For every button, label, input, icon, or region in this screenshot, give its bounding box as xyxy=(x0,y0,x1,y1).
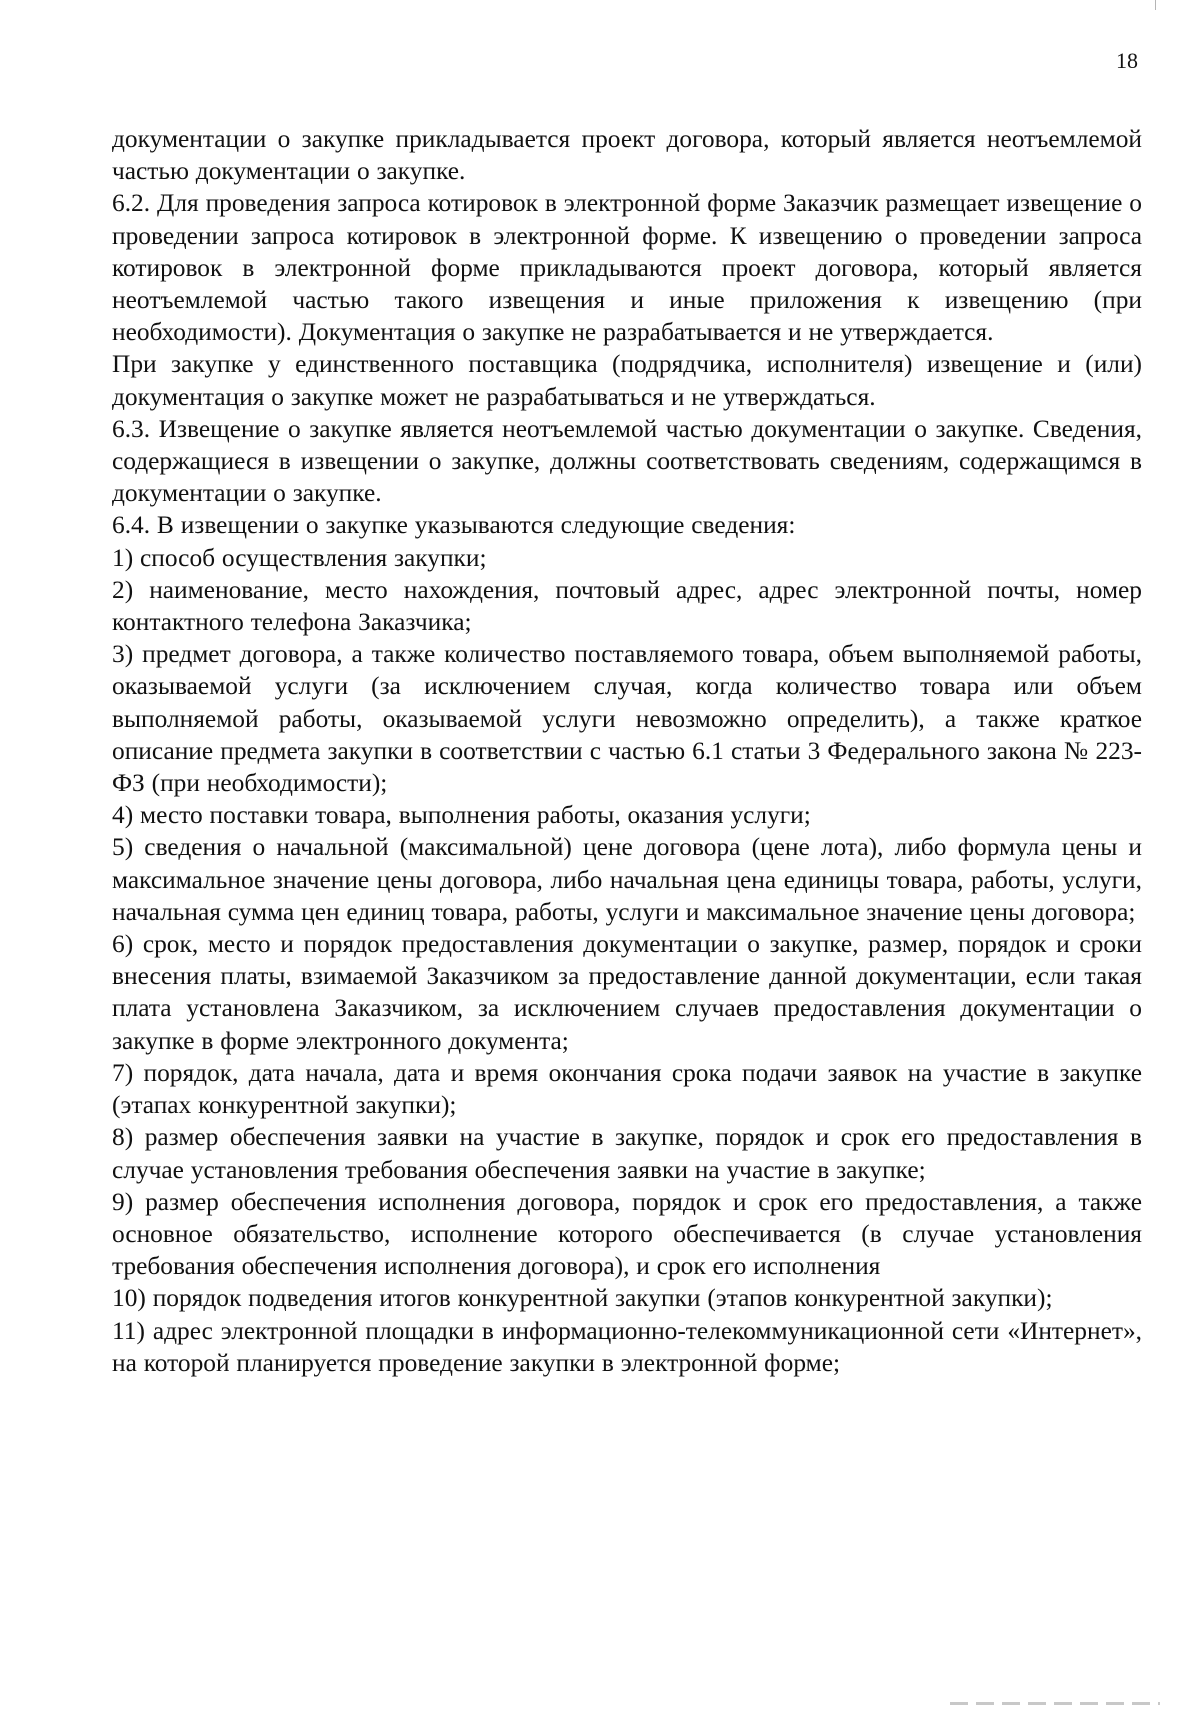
page-number: 18 xyxy=(1116,48,1138,73)
scan-edge-mark xyxy=(1155,0,1156,10)
list-item-6: 6) срок, место и порядок предоставления документации о закупке, размер, порядок и сроки внесения платы, взимаемой Заказчиком за предоставление данной документации, если такая плата установлена Заказчиком, за исключением случаев предоставления документации о закупке в форме электронного документа; xyxy=(112,930,1142,1055)
list-item-1: 1) способ осуществления закупки; xyxy=(112,543,487,572)
paragraph-6-4: 6.4. В извещении о закупке указываются следующие сведения: xyxy=(112,511,796,540)
paragraph-6-3: 6.3. Извещение о закупке является неотъемлемой частью документации о закупке. Сведения, содержащиеся в извещении о закупке, должны соответствовать сведениям, содержащимся в документации о закупке. xyxy=(112,414,1142,508)
list-item-2: 2) наименование, место нахождения, почтовый адрес, адрес электронной почты, номер контактного телефона Заказчика; xyxy=(112,575,1142,637)
list-item-10: 10) порядок подведения итогов конкурентной закупки (этапов конкурентной закупки); xyxy=(112,1284,1053,1313)
paragraph-continuation: документации о закупке прикладывается проект договора, который является неотъемлемой частью документации о закупке. xyxy=(112,125,1142,186)
paragraph-single-supplier: При закупке у единственного поставщика (подрядчика, исполнителя) извещение и (или) документация о закупке может не разрабатываться и не утверждаться. xyxy=(112,350,1142,411)
list-item-3: 3) предмет договора, а также количество поставляемого товара, объем выполняемой работы, оказываемой услуги (за исключением случая, когда количество товара или объем выполняемой работы, оказываемой услуги невозможно определить), а также краткое описание предмета закупки в соответствии с частью 6.1 статьи 3 Федерального закона № 223-ФЗ (при необходимости); xyxy=(112,640,1142,798)
list-item-11: 11) адрес электронной площадки в информационно-телекоммуникационной сети «Интернет», на которой планируется проведение закупки в электронной форме; xyxy=(112,1316,1142,1377)
paragraph-6-2: 6.2. Для проведения запроса котировок в электронной форме Заказчик размещает извещение о проведении запроса котировок в электронной форме. К извещению о проведении запроса котировок в электронной форме прикладываются проект договора, который является неотъемлемой частью такого извещения и иные приложения к извещению (при необходимости). Документация о закупке не разрабатывается и не утверждается. xyxy=(112,189,1142,347)
scan-bottom-mark xyxy=(950,1702,1160,1705)
list-item-5: 5) сведения о начальной (максимальной) цене договора (цене лота), либо формула цены и максимальное значение цены договора, либо начальная цена единицы товара, работы, услуги, начальная сумма цен единиц товара, работы, услуги и максимальное значение цены договора; xyxy=(112,833,1142,926)
document-body xyxy=(112,123,1142,1379)
list-item-9: 9) размер обеспечения исполнения договора, порядок и срок его предоставления, а также основное обязательство, исполнение которого обеспечивается (в случае установления требования обеспечения исполнения договора), и срок его исполнения xyxy=(112,1187,1142,1281)
list-item-8: 8) размер обеспечения заявки на участие в закупке, порядок и срок его предоставления в случае установления требования обеспечения заявки на участие в закупке; xyxy=(112,1123,1142,1184)
list-item-7: 7) порядок, дата начала, дата и время окончания срока подачи заявок на участие в закупке (этапах конкурентной закупки); xyxy=(112,1058,1142,1120)
list-item-4: 4) место поставки товара, выполнения работы, оказания услуги; xyxy=(112,801,811,830)
